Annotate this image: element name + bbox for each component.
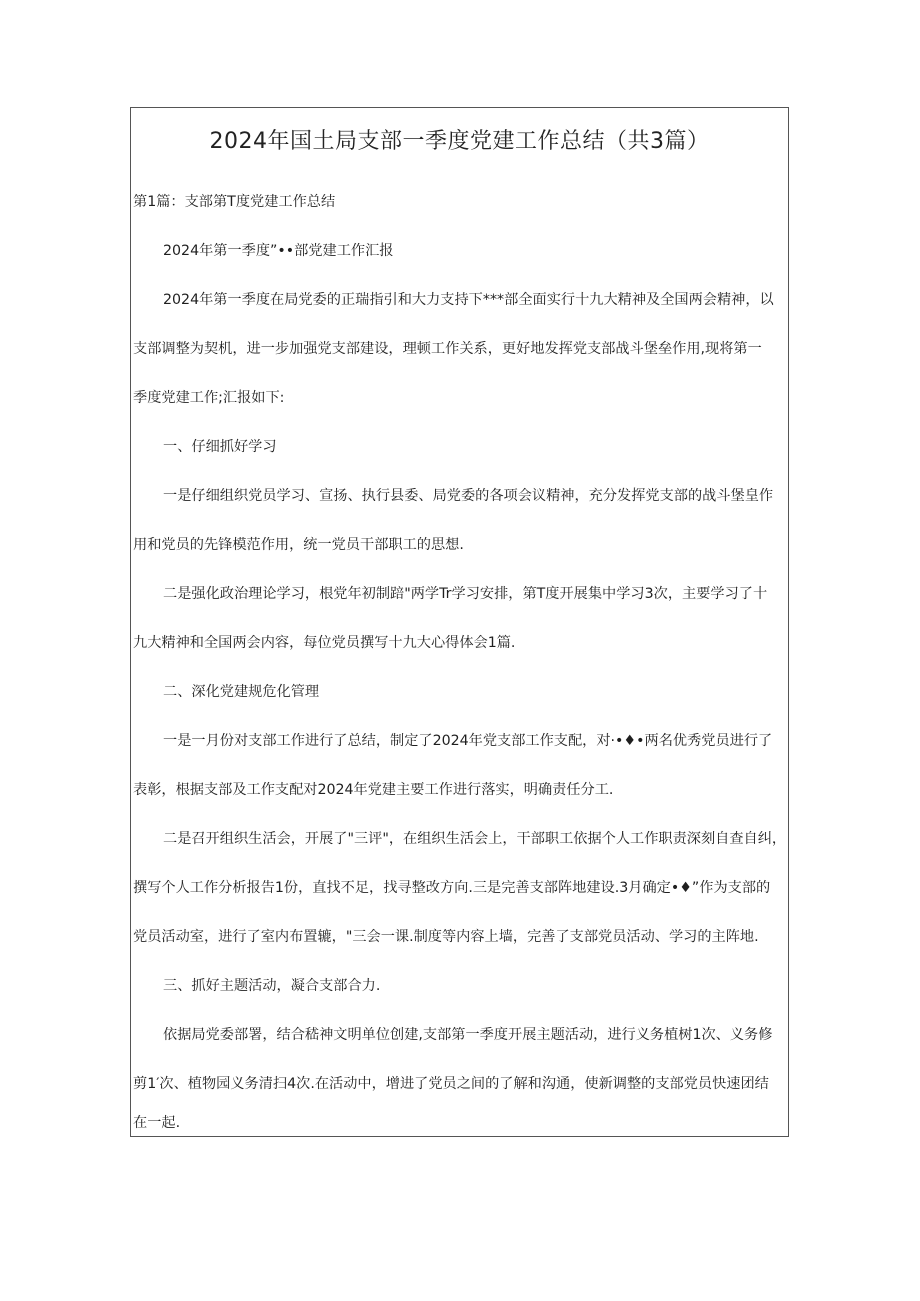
paragraph-line: 一是一月份对支部工作进行了总结，制定了2024年党支部工作支配，对·•♦•两名优秀党员进行了 [163, 733, 773, 749]
section-heading-part1: 第1篇：支部第T度党建工作总结 [133, 194, 336, 210]
paragraph-line: 一是仔细组织党员学习、宣扬、执行县委、局党委的各项会议精神，充分发挥党支部的战斗堡皇作 [163, 488, 774, 504]
subheading-activities: 三、抓好主题活动，凝合支部合力. [163, 978, 381, 994]
paragraph-line: 九大精神和全国两会内容，每位党员撰写十九大心得体会1篇. [133, 635, 516, 651]
document-title: 2024年国土局支部一季度党建工作总结（共3篇） [209, 129, 710, 154]
paragraph-line: 剪1′次、植物园义务清扫4次.在活动中，增进了党员之间的了解和沟通，使新调整的支部党员快速团结 [133, 1076, 769, 1092]
subheading-standardize: 二、深化党建规危化管理 [163, 684, 320, 700]
paragraph-line: 用和党员的先锋模范作用，统一党员干部职工的思想. [133, 537, 464, 553]
paragraph-line: 支部调整为契机，进一步加强党支部建设，理顿工作关系，更好地发挥党支部战斗堡垒作用,现将第一 [133, 341, 762, 357]
paragraph-line: 2024年第一季度在局党委的正瑞指引和大力支持下***部全面实行十九大精神及全国两会精神，以 [163, 292, 774, 308]
paragraph-line: 表彰，根据支部及工作支配对2024年党建主要工作进行落实，明确责任分工. [133, 782, 614, 798]
paragraph-line: 二是强化政治理论学习，根党年初制踣"两学Tr学习安排，第T度开展集中学习3次，主要学习了十 [163, 586, 768, 602]
paragraph-line: 撰写个人工作分析报告1份，直找不足，找寻整改方向.三是完善支部阵地建设.3月确定•♦”作为支部的 [133, 880, 771, 896]
paragraph-line: 在一起. [133, 1115, 181, 1131]
report-heading: 2024年第一季度”••部党建工作汇报 [163, 243, 394, 259]
paragraph-line: 季度党建工作;汇报如下: [133, 390, 285, 406]
paragraph-line: 党员活动室，进行了室内布置辘，"三会一课.制度等内容上墙，完善了支部党员活动、学习的主阵地. [133, 929, 759, 945]
paragraph-line: 二是召开组织生活会，开展了"三评"，在组织生活会上，干部职工依据个人工作职责深刻自查自纠， [163, 831, 787, 847]
subheading-study: 一、仔细抓好学习 [163, 439, 277, 455]
paragraph-line: 依据局党委部署，结合嵇神文明单位创建,支部第一季度开展主题活动，进行义务植树1次、义务修 [163, 1027, 773, 1043]
document-frame [130, 107, 789, 1137]
